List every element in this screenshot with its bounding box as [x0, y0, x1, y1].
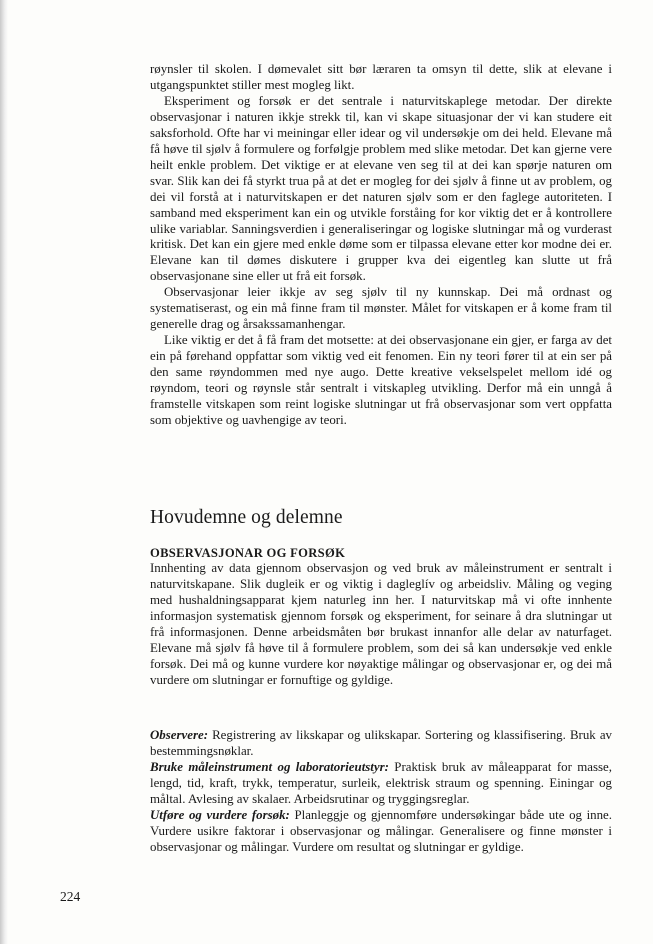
paragraph: Eksperiment og forsøk er det sentrale i naturvitskaplege metodar. Der direkte observasjonar i naturen ikkje strekk til, kan vi skape situasjonar der vi kan studere eit saksforhold. Ofte har vi meiningar eller idear og vil undersøkje om dei held. Elevane må få høve til sjølv å formulere og forfølgje problem med slike metodar. Det kan gjerne vere heilt enkle problem. Det viktige er at elevane ven seg til at dei kan spørje naturen om svar. Slik kan dei få styrkt trua på at det er mogleg for dei sjølv å finne ut av problem, og dei vil forstå at i naturvitskapen er det naturen sjølv som er den faglege autoriteten. I samband med eksperiment kan ein og utvikle forståing for kor viktig det er å kontrollere ulike variablar. Sanningsverdien i generaliseringar og logiske slutningar må og vurderast kritisk. Det kan ein gjere med enkle døme som er tilpassa elevane etter kor modne dei er. Elevane kan til dømes diskutere i grupper kva dei eigentleg kan slutte ut frå observasjonane sine eller ut frå eit forsøk. [150, 93, 612, 284]
observations-section [150, 545, 612, 689]
skill-term: Bruke måleinstrument og laboratorieutstyr: [150, 759, 389, 774]
body-text [150, 62, 612, 429]
paragraph: Like viktig er det å få fram det motsette: at dei observasjonane ein gjer, er farga av det ein på førehand oppfattar som viktig ved eit fenomen. Ein ny teori fører til at ein ser på den same røyndommen med nye augo. Dette kreative vekselspelet mellom idé og røyndom, teori og røynsle står sentralt i vitskapleg utvikling. Derfor må ein unngå å framstelle vitskapen som reint logiske slutningar ut frå observasjonar som vert oppfatta som objektive og uavhengige av teori. [150, 333, 612, 427]
subsection-text: Innhenting av data gjennom observasjon og ved bruk av måleinstrument er sentralt i naturvitskapane. Slik dugleik er og viktig i dagleglív og arbeidsliv. Måling og veging med hushaldningsapparat kjem naturleg inn her. I naturvitskap må vi ofte innhente informasjon systematisk gjennom forsøk og eksperiment, for seinare å dra slutningar ut frå informasjonen. Denne arbeidsmåten bør brukast innanfor alle delar av naturfaget. Elevane må sjølv få høve til å formulere problem, som dei så kan undersøkje ved enkle forsøk. Dei må og kunne vurdere kor nøyaktige målingar og observasjonar er, og dei må vurdere om slutningar er fornuftige og gyldige. [150, 561, 612, 687]
section-heading: Hovudemne og delemne [150, 507, 343, 528]
skill-item [150, 808, 612, 856]
skill-text: Registrering av likskapar og ulikskapar. Sortering og klassifisering. Bruk av bestemmingsnøklar. [150, 728, 612, 758]
skill-item [150, 760, 612, 808]
skill-term: Utføre og vurdere forsøk: [150, 807, 290, 822]
page-edge-shadow [0, 0, 8, 944]
paragraph: røynsler til skolen. I dømevalet sitt bør læraren ta omsyn til dette, slik at elevane i utgangspunktet stiller mest mogleg likt. [150, 62, 612, 92]
skills-list [150, 728, 612, 856]
skill-term: Observere: [150, 728, 208, 742]
paragraph: Observasjonar leier ikkje av seg sjølv til ny kunnskap. Dei må ordnast og systematiserast, og ein må finne fram til mønster. Målet for vitskapen er å kome fram til generelle drag og årsakssamanhengar. [150, 285, 612, 332]
page-number: 224 [60, 889, 81, 904]
skill-item [150, 728, 612, 760]
skill-text: Praktisk bruk av måleapparat for masse, lengd, tid, kraft, trykk, temperatur, surleik, elektrisk straum og spenning. Einingar og måltal. Avlesing av skalaer. Arbeidsrutinar og tryggingsreglar. [150, 759, 612, 806]
skill-text: Planleggje og gjennomføre undersøkingar både ute og inne. Vurdere usikre faktorar i observasjonar og målingar. Generalisere og finne mønster i observasjonar og målingar. Vurdere om resultat og slutningar er gyldige. [150, 807, 612, 854]
subsection-title: OBSERVASJONAR OG FORSØK [150, 546, 346, 560]
